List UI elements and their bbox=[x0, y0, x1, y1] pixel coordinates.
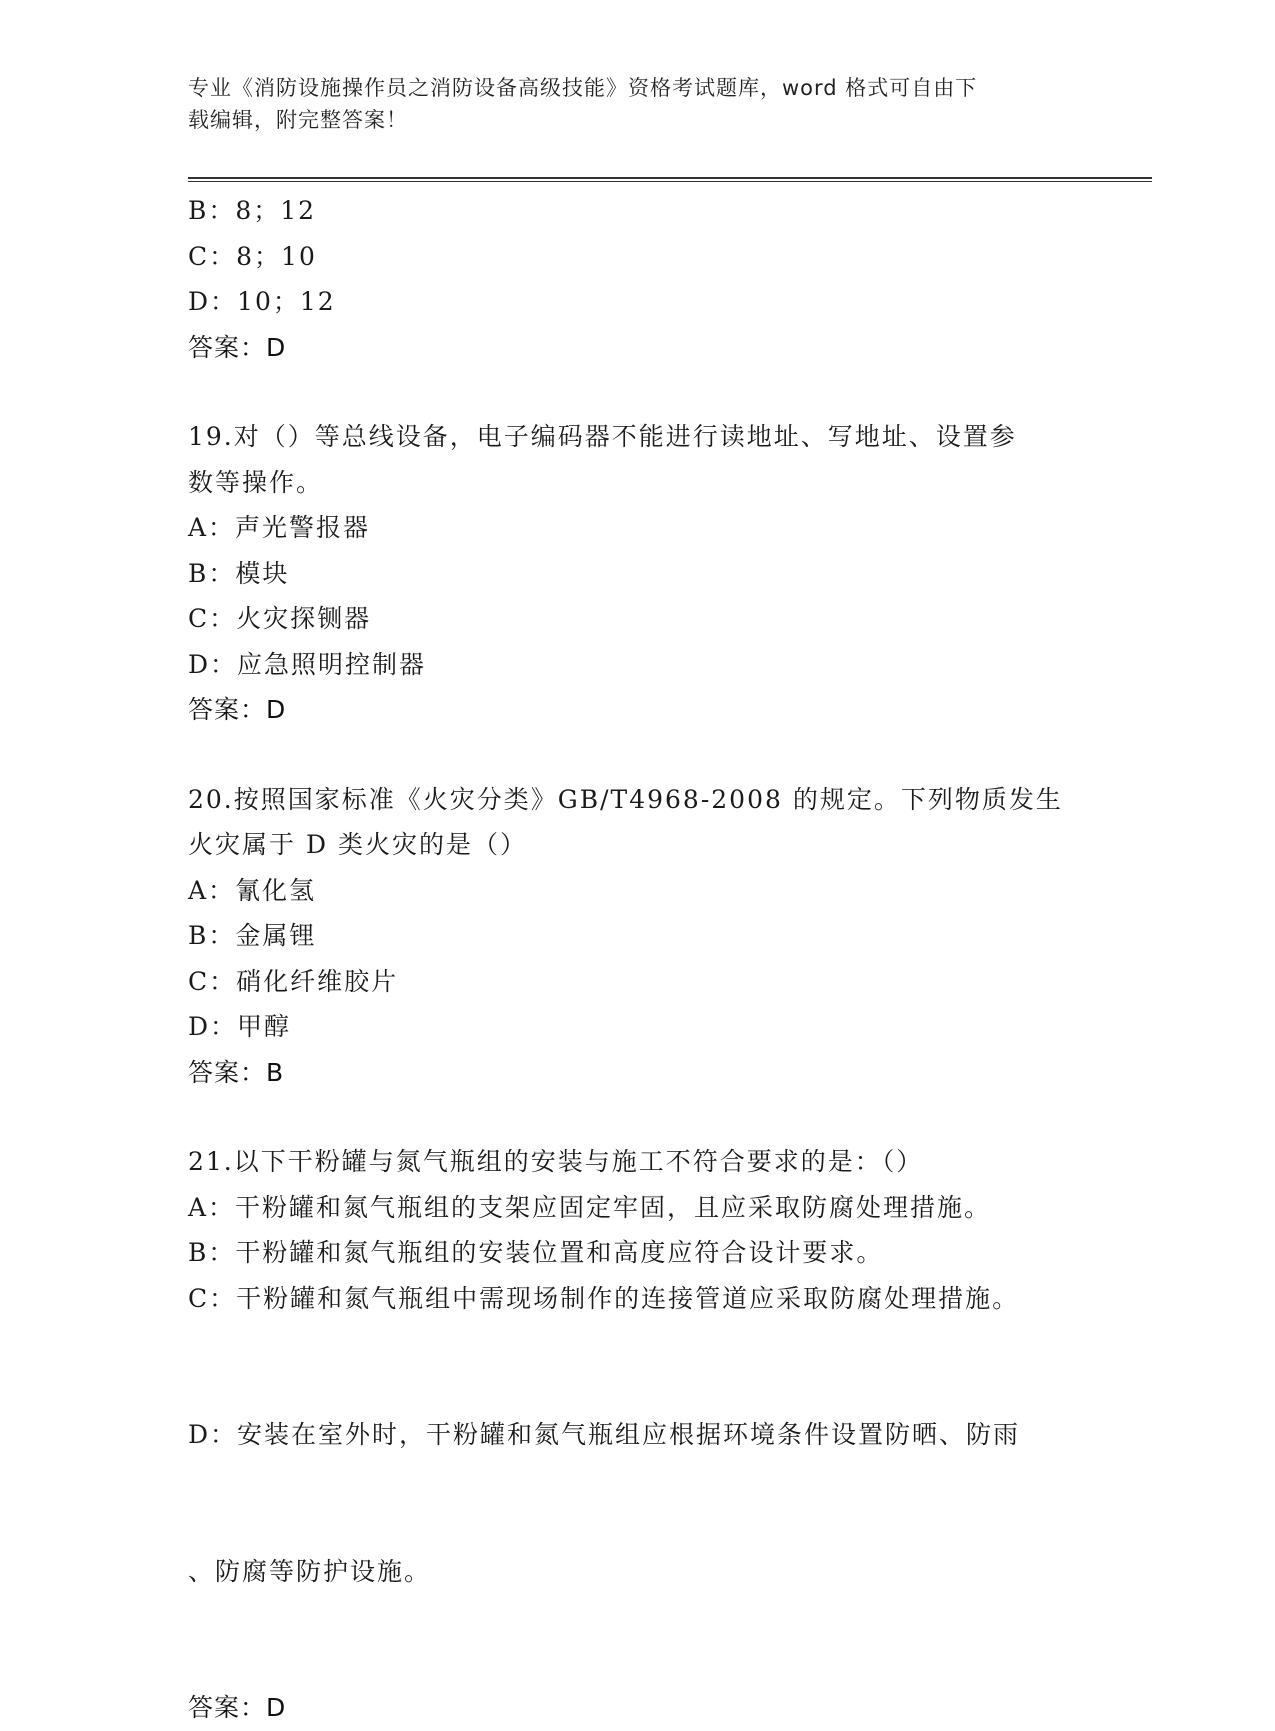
option-d: D：10；12 bbox=[188, 287, 336, 316]
header-divider bbox=[188, 177, 1152, 182]
question-content bbox=[188, 188, 1148, 1731]
option-b: B：金属锂 bbox=[188, 921, 317, 950]
question-21 bbox=[188, 1139, 1148, 1731]
option-d-line-2: 、防腐等防护设施。 bbox=[188, 1556, 432, 1586]
option-a: A：声光警报器 bbox=[188, 513, 371, 542]
option-d: D：甲醇 bbox=[188, 1012, 292, 1041]
stem-line-1: 19.对（）等总线设备，电子编码器不能进行读地址、写地址、设置参 bbox=[188, 422, 1017, 451]
stem-line-2: 数等操作。 bbox=[188, 467, 324, 497]
question-stem bbox=[188, 777, 1068, 868]
option-a: A：氰化氢 bbox=[188, 875, 317, 905]
answer: 答案：D bbox=[188, 332, 287, 362]
option-b: B：模块 bbox=[188, 558, 290, 588]
option-c: C：干粉罐和氮气瓶组中需现场制作的连接管道应采取防腐处理措施。 bbox=[188, 1283, 1020, 1313]
question-19 bbox=[188, 414, 1148, 733]
stem-line-1: 20.按照国家标准《火灾分类》GB/T4968-2008 的规定。下列物质发生 bbox=[188, 784, 1063, 814]
option-a: A：干粉罐和氮气瓶组的支架应固定牢固，且应采取防腐处理措施。 bbox=[188, 1192, 992, 1222]
answer: 答案：D bbox=[188, 1693, 287, 1722]
question-20 bbox=[188, 777, 1148, 1096]
stem-line-2: 火灾属于 D 类火灾的是（） bbox=[188, 830, 527, 859]
answer: 答案：D bbox=[188, 695, 287, 724]
question-stem bbox=[188, 414, 1068, 505]
option-c: C：硝化纤维胶片 bbox=[188, 966, 399, 996]
question-18-tail bbox=[188, 188, 1148, 370]
option-d bbox=[188, 1321, 1068, 1685]
option-c: C：火灾探铡器 bbox=[188, 604, 372, 633]
option-d: D：应急照明控制器 bbox=[188, 649, 427, 679]
document-header bbox=[188, 72, 1068, 136]
question-stem bbox=[188, 1139, 1068, 1185]
option-b: B：8；12 bbox=[188, 196, 317, 225]
header-line-1: 专业《消防设施操作员之消防设备高级技能》资格考试题库，word 格式可自由下 bbox=[188, 76, 978, 100]
option-d-line-1: D：安装在室外时，干粉罐和氮气瓶组应根据环境条件设置防晒、防雨 bbox=[188, 1420, 1021, 1449]
answer: 答案：B bbox=[188, 1057, 285, 1087]
header-line-2: 载编辑，附完整答案！ bbox=[188, 108, 408, 132]
option-c: C：8；10 bbox=[188, 241, 317, 271]
stem-line-1: 21.以下干粉罐与氮气瓶组的安装与施工不符合要求的是：（） bbox=[188, 1147, 924, 1176]
option-b: B：干粉罐和氮气瓶组的安装位置和高度应符合设计要求。 bbox=[188, 1238, 884, 1267]
